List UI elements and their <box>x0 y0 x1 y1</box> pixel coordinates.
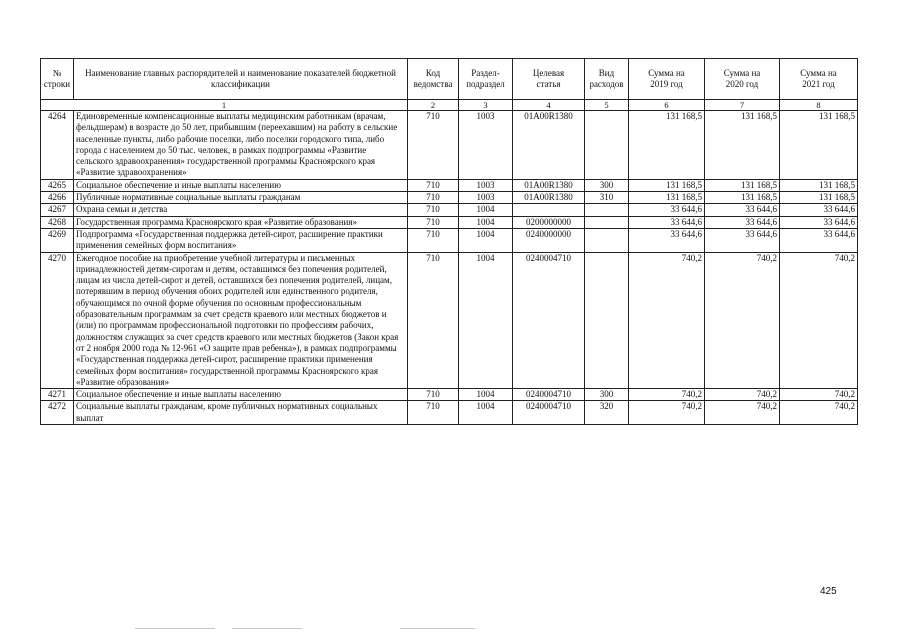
indicator-name-cell: Единовременные компенсационные выплаты медицинским работникам (врачам, фельдшерам) в возрасте до 50 лет, прибывшим (переехавшим) на работу в сельские населенные пункты, либо рабочие поселки, либо поселки городского типа, либо города с населением до 50 тыс. человек, в рамках подпрограммы «Развитие сельского здравоохранения» государственной программы Красноярского края «Развитие здравоохранения» <box>74 111 408 180</box>
target-article-cell: 0240004710 <box>513 389 585 401</box>
target-article-cell: 0240004710 <box>513 252 585 389</box>
scan-artifact <box>135 628 215 629</box>
sum-2020-cell: 33 644,6 <box>705 216 780 228</box>
indicator-name-cell: Публичные нормативные социальные выплаты гражданам <box>74 192 408 204</box>
table-row <box>41 401 858 425</box>
target-article-cell: 0200000000 <box>513 216 585 228</box>
table-row <box>41 216 858 228</box>
expense-type-cell: 310 <box>585 192 629 204</box>
section-code-cell: 1004 <box>459 401 513 425</box>
expense-type-cell <box>585 228 629 252</box>
table-row <box>41 252 858 389</box>
header-expense-type: Вид расходов <box>585 59 629 100</box>
department-code-cell: 710 <box>408 179 459 191</box>
header-sum-2020: Сумма на 2020 год <box>705 59 780 100</box>
header-sum-2019: Сумма на 2019 год <box>629 59 705 100</box>
sum-2021-cell: 131 168,5 <box>780 192 858 204</box>
row-number-cell: 4269 <box>41 228 74 252</box>
column-index: 2 <box>408 100 459 111</box>
sum-2019-cell: 131 168,5 <box>629 179 705 191</box>
column-index: 1 <box>41 100 408 111</box>
table-row <box>41 192 858 204</box>
table-row <box>41 228 858 252</box>
sum-2021-cell: 131 168,5 <box>780 111 858 180</box>
sum-2019-cell: 33 644,6 <box>629 204 705 216</box>
department-code-cell: 710 <box>408 111 459 180</box>
sum-2021-cell: 33 644,6 <box>780 216 858 228</box>
budget-table <box>40 58 858 425</box>
sum-2019-cell: 33 644,6 <box>629 228 705 252</box>
section-code-cell: 1004 <box>459 389 513 401</box>
indicator-name-cell: Ежегодное пособие на приобретение учебной литературы и письменных принадлежностей детям-сиротам и детям, оставшимся без попечения родителей, лицам из числа детей-сирот и детей, оставшихся без попечения родителей, лицам, потерявшим в период обучения обоих родителей или единственного родителя, обучающимся по очной форме обучения по основным профессиональным образовательным программам за счет средств краевого или местных бюджетов и (или) по программам профессиональной подготовки по профессиям рабочих, должностям служащих за счет средств краевого или местных бюджетов (Закон края от 2 ноября 2000 года № 12-961 «О защите прав ребенка»), в рамках подпрограммы «Государственная поддержка детей-сирот, расширение практики применения семейных форм воспитания» государственной программы Красноярского края «Развитие образования» <box>74 252 408 389</box>
row-number-cell: 4264 <box>41 111 74 180</box>
department-code-cell: 710 <box>408 204 459 216</box>
scan-artifact <box>400 628 475 629</box>
table-row <box>41 204 858 216</box>
expense-type-cell <box>585 204 629 216</box>
target-article-cell: 01А00R1380 <box>513 111 585 180</box>
section-code-cell: 1004 <box>459 252 513 389</box>
section-code-cell: 1004 <box>459 216 513 228</box>
sum-2021-cell: 33 644,6 <box>780 204 858 216</box>
department-code-cell: 710 <box>408 192 459 204</box>
department-code-cell: 710 <box>408 401 459 425</box>
row-number-cell: 4265 <box>41 179 74 191</box>
table-row <box>41 111 858 180</box>
column-index: 6 <box>629 100 705 111</box>
sum-2019-cell: 131 168,5 <box>629 192 705 204</box>
section-code-cell: 1004 <box>459 228 513 252</box>
target-article-cell: 01А00R1380 <box>513 179 585 191</box>
indicator-name-cell: Социальные выплаты гражданам, кроме публичных нормативных социальных выплат <box>74 401 408 425</box>
sum-2020-cell: 33 644,6 <box>705 204 780 216</box>
row-number-cell: 4272 <box>41 401 74 425</box>
sum-2020-cell: 740,2 <box>705 401 780 425</box>
sum-2021-cell: 740,2 <box>780 389 858 401</box>
row-number-cell: 4271 <box>41 389 74 401</box>
row-number-cell: 4270 <box>41 252 74 389</box>
expense-type-cell <box>585 216 629 228</box>
target-article-cell: 01А00R1380 <box>513 192 585 204</box>
indicator-name-cell: Социальное обеспечение и иные выплаты населению <box>74 179 408 191</box>
header-target-article: Целевая статья <box>513 59 585 100</box>
table-header-row <box>41 59 858 100</box>
section-code-cell: 1004 <box>459 204 513 216</box>
scan-artifact <box>232 628 302 629</box>
indicator-name-cell: Охрана семьи и детства <box>74 204 408 216</box>
header-department-code: Код ведомства <box>408 59 459 100</box>
table-row <box>41 179 858 191</box>
sum-2020-cell: 131 168,5 <box>705 179 780 191</box>
sum-2020-cell: 33 644,6 <box>705 228 780 252</box>
section-code-cell: 1003 <box>459 111 513 180</box>
section-code-cell: 1003 <box>459 192 513 204</box>
expense-type-cell <box>585 252 629 389</box>
sum-2020-cell: 740,2 <box>705 252 780 389</box>
header-section: Раздел- подраздел <box>459 59 513 100</box>
sum-2020-cell: 131 168,5 <box>705 192 780 204</box>
sum-2019-cell: 33 644,6 <box>629 216 705 228</box>
row-number-cell: 4266 <box>41 192 74 204</box>
column-index: 7 <box>705 100 780 111</box>
expense-type-cell: 320 <box>585 401 629 425</box>
expense-type-cell <box>585 111 629 180</box>
sum-2021-cell: 740,2 <box>780 252 858 389</box>
department-code-cell: 710 <box>408 252 459 389</box>
sum-2019-cell: 131 168,5 <box>629 111 705 180</box>
indicator-name-cell: Подпрограмма «Государственная поддержка детей-сирот, расширение практики применения семейных форм воспитания» <box>74 228 408 252</box>
page-number: 425 <box>820 586 837 597</box>
header-row-number: № строки <box>41 59 74 100</box>
expense-type-cell: 300 <box>585 179 629 191</box>
section-code-cell: 1003 <box>459 179 513 191</box>
sum-2021-cell: 33 644,6 <box>780 228 858 252</box>
indicator-name-cell: Государственная программа Красноярского края «Развитие образования» <box>74 216 408 228</box>
target-article-cell <box>513 204 585 216</box>
sum-2019-cell: 740,2 <box>629 252 705 389</box>
department-code-cell: 710 <box>408 216 459 228</box>
column-index: 4 <box>513 100 585 111</box>
column-index: 5 <box>585 100 629 111</box>
column-index: 3 <box>459 100 513 111</box>
target-article-cell: 0240000000 <box>513 228 585 252</box>
row-number-cell: 4267 <box>41 204 74 216</box>
column-index-row <box>41 100 858 111</box>
sum-2021-cell: 131 168,5 <box>780 179 858 191</box>
sum-2021-cell: 740,2 <box>780 401 858 425</box>
department-code-cell: 710 <box>408 389 459 401</box>
sum-2020-cell: 740,2 <box>705 389 780 401</box>
expense-type-cell: 300 <box>585 389 629 401</box>
department-code-cell: 710 <box>408 228 459 252</box>
target-article-cell: 0240004710 <box>513 401 585 425</box>
indicator-name-cell: Социальное обеспечение и иные выплаты населению <box>74 389 408 401</box>
sum-2019-cell: 740,2 <box>629 401 705 425</box>
row-number-cell: 4268 <box>41 216 74 228</box>
header-name: Наименование главных распорядителей и наименование показателей бюджетной классификации <box>74 59 408 100</box>
sum-2019-cell: 740,2 <box>629 389 705 401</box>
header-sum-2021: Сумма на 2021 год <box>780 59 858 100</box>
column-index: 8 <box>780 100 858 111</box>
sum-2020-cell: 131 168,5 <box>705 111 780 180</box>
table-row <box>41 389 858 401</box>
